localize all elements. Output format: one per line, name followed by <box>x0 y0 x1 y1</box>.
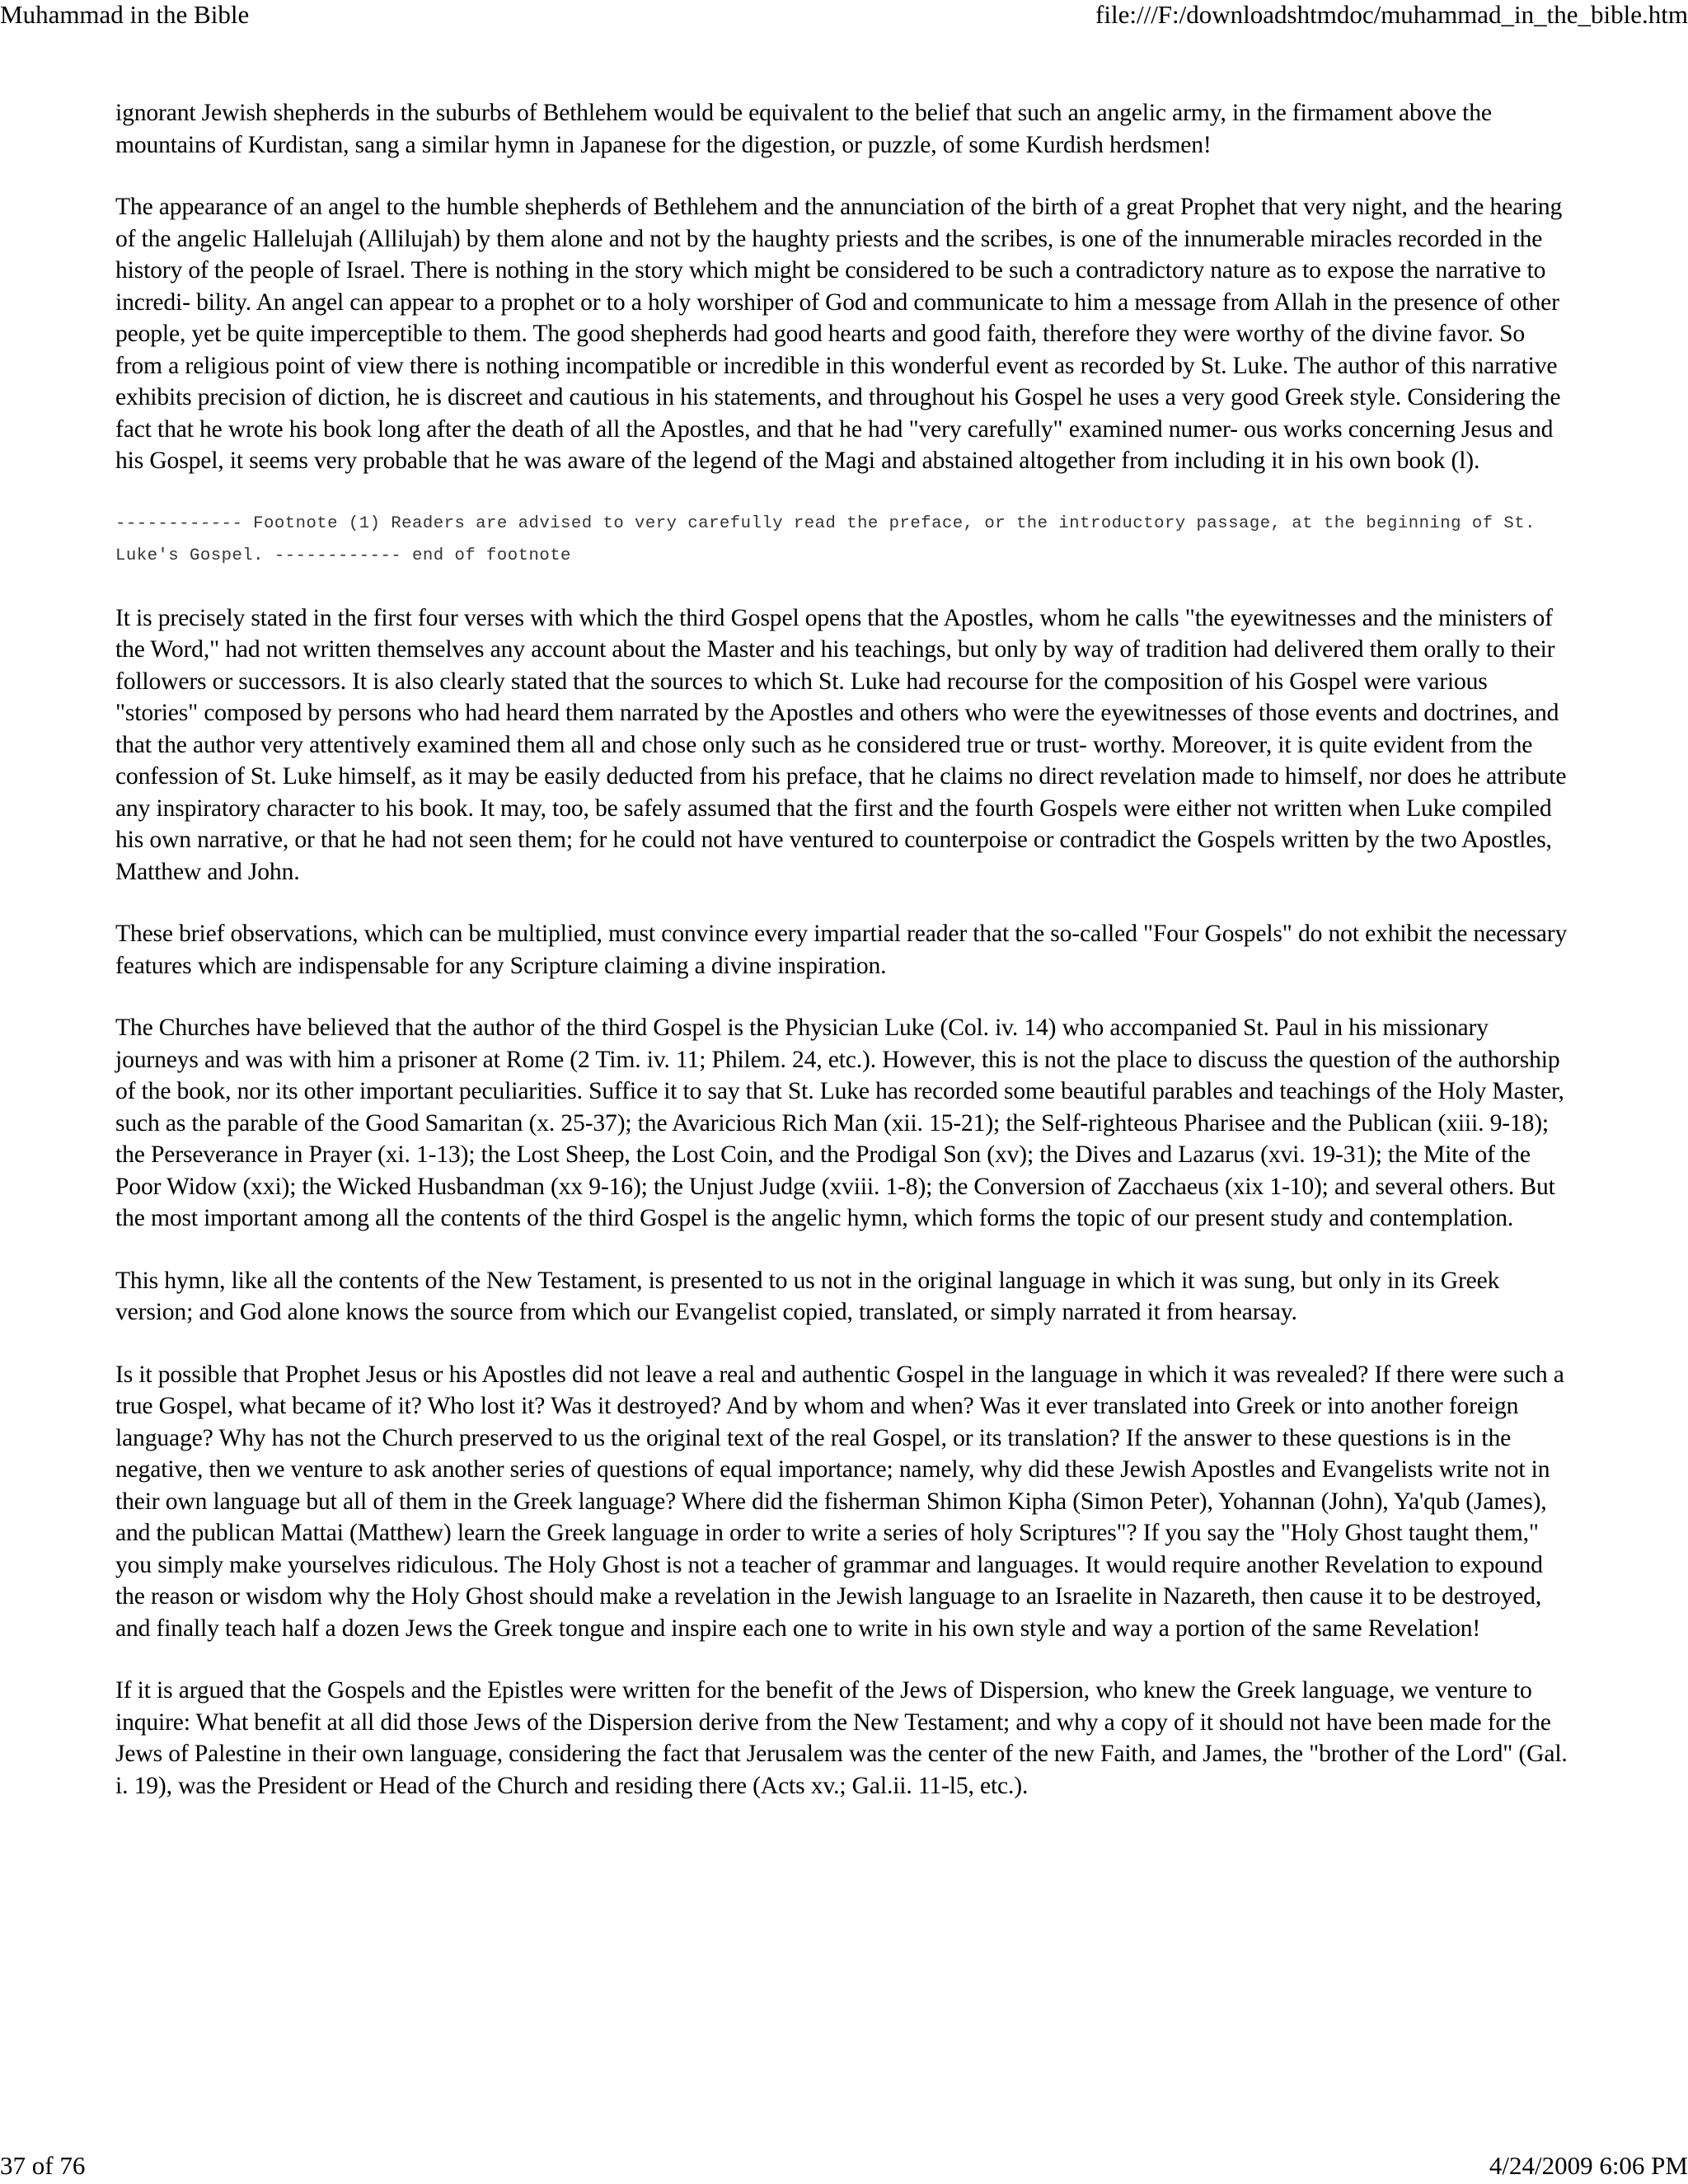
paragraph-1: ignorant Jewish shepherds in the suburbs of Bethlehem would be equivalent to the belief that such an angelic army, in the firmament above the mountains of Kurdistan, sang a similar hymn in Japanese for the digestion, or puzzle, of some Kurdish herdsmen! <box>115 100 1492 158</box>
document-body <box>115 97 1573 1832</box>
page-number: 37 of 76 <box>0 2151 86 2180</box>
paragraph-8: If it is argued that the Gospels and the Epistles were written for the benefit of the Jews of Dispersion, who knew the Greek language, we venture to inquire: What benefit at all did those Jews of the Dispersion derive from the New Testament; and why a copy of it should not have been made for the Jews of Palestine in their own language, considering the fact that Jerusalem was the center of the new Faith, and James, the "brother of the Lord" (Gal. i. 19), was the President or Head of the Church and residing there (Acts xv.; Gal.ii. 11-l5, etc.). <box>115 1677 1568 1799</box>
print-datetime: 4/24/2009 6:06 PM <box>1489 2151 1688 2180</box>
paragraph-2: The appearance of an angel to the humble shepherds of Bethlehem and the annunciation of the birth of a great Prophet that very night, and the hearing of the angelic Hallelujah (Allilujah) by them alone and not by the haughty priests and the scribes, is one of the innumerable miracles recorded in the history of the people of Israel. There is nothing in the story which might be considered to be such a contradictory nature as to expose the narrative to incredi- bility. An angel can appear to a prophet or to a holy worshiper of God and communicate to him a message from Allah in the presence of other people, yet be quite imperceptible to them. The good shepherds had good hearts and good faith, therefore they were worthy of the divine favor. So from a religious point of view there is nothing incompatible or incredible in this wonderful event as recorded by St. Luke. The author of this narrative exhibits precision of diction, he is discreet and cautious in his statements, and throughout his Gospel he uses a very good Greek style. Considering the fact that he wrote his book long after the death of all the Apostles, and that he had "very carefully" examined numer- ous works concerning Jesus and his Gospel, it seems very probable that he was aware of the legend of the Magi and abstained altogether from including it in his own book (l). <box>115 194 1563 474</box>
paragraph-3: It is precisely stated in the first four verses with which the third Gospel opens that the Apostles, whom he calls "the eyewitnesses and the ministers of the Word," had not written themselves any account about the Master and his teachings, but only by way of tradition had delivered them orally to their followers or successors. It is also clearly stated that the sources to which St. Luke had recourse for the composition of his Gospel were various "stories" composed by persons who had heard them narrated by the Apostles and others who were the eyewitnesses of those events and doctrines, and that the author very attentively examined them all and chose only such as he considered true or trust- worthy. Moreover, it is quite evident from the confession of St. Luke himself, as it may be easily deducted from his preface, that he claims no direct revelation made to himself, nor does he attribute any inspiratory character to his book. It may, too, be safely assumed that the first and the fourth Gospels were either not written when Luke compiled his own narrative, or that he had not seen them; for he could not have ventured to counterpoise or contradict the Gospels written by the two Apostles, Matthew and John. <box>115 604 1567 885</box>
paragraph-4: These brief observations, which can be multiplied, must convince every impartial reader that the so-called "Four Gospels" do not exhibit the necessary features which are indispensable for any Scripture claiming a divine inspiration. <box>115 921 1568 979</box>
paragraph-7: Is it possible that Prophet Jesus or his Apostles did not leave a real and authentic Gospel in the language in which it was revealed? If there were such a true Gospel, what became of it? Who lost it? Was it destroyed? And by whom and when? Was it ever translated into Greek or into another foreign language? Why has not the Church preserved to us the original text of the real Gospel, or its translation? If the answer to these questions is in the negative, then we venture to ask another series of questions of equal importance; namely, why did these Jewish Apostles and Evangelists write not in their own language but all of them in the Greek language? Where did the fisherman Shimon Kipha (Simon Peter), Yohannan (John), Ya'qub (James), and the publican Mattai (Matthew) learn the Greek language in order to write a series of holy Scriptures"? If you say the "Holy Ghost taught them," you simply make yourselves ridiculous. The Holy Ghost is not a teacher of grammar and languages. It would require another Revelation to expound the reason or wisdom why the Holy Ghost should make a revelation in the Jewish language to an Israelite in Nazareth, then cause it to be destroyed, and finally teach half a dozen Jews the Greek tongue and inspire each one to write in his own style and way a portion of the same Revelation! <box>115 1361 1564 1642</box>
paragraph-6: This hymn, like all the contents of the New Testament, is presented to us not in the original language in which it was sung, but only in its Greek version; and God alone knows the source from which our Evangelist copied, translated, or simply narrated it from hearsay. <box>115 1267 1500 1325</box>
page-header-title: Muhammad in the Bible <box>0 0 250 29</box>
footnote: ------------ Footnote (1) Readers are advised to very carefully read the preface, or the introductory passage, at the beginning of St. Luke's Gospel. ------------ end of footnote <box>115 513 1536 565</box>
paragraph-5: The Churches have believed that the author of the third Gospel is the Physician Luke (Col. iv. 14) who accompanied St. Paul in his missionary journeys and was with him a prisoner at Rome (2 Tim. iv. 11; Philem. 24, etc.). However, this is not the place to discuss the question of the authorship of the book, nor its other important peculiarities. Suffice it to say that St. Luke has recorded some beautiful parables and teachings of the Holy Master, such as the parable of the Good Samaritan (x. 25-37); the Avaricious Rich Man (xii. 15-21); the Self-righteous Pharisee and the Publican (xiii. 9-18); the Perseverance in Prayer (xi. 1-13); the Lost Sheep, the Lost Coin, and the Prodigal Son (xv); the Dives and Lazarus (xvi. 19-31); the Mite of the Poor Widow (xxi); the Wicked Husbandman (xx 9-16); the Unjust Judge (xviii. 1-8); the Conversion of Zacchaeus (xix 1-10); and several others. But the most important among all the contents of the third Gospel is the angelic hymn, which forms the topic of our present study and contemplation. <box>115 1015 1564 1231</box>
page-header-url: file:///F:/downloadshtmdoc/muhammad_in_the_bible.htm <box>1095 0 1688 29</box>
